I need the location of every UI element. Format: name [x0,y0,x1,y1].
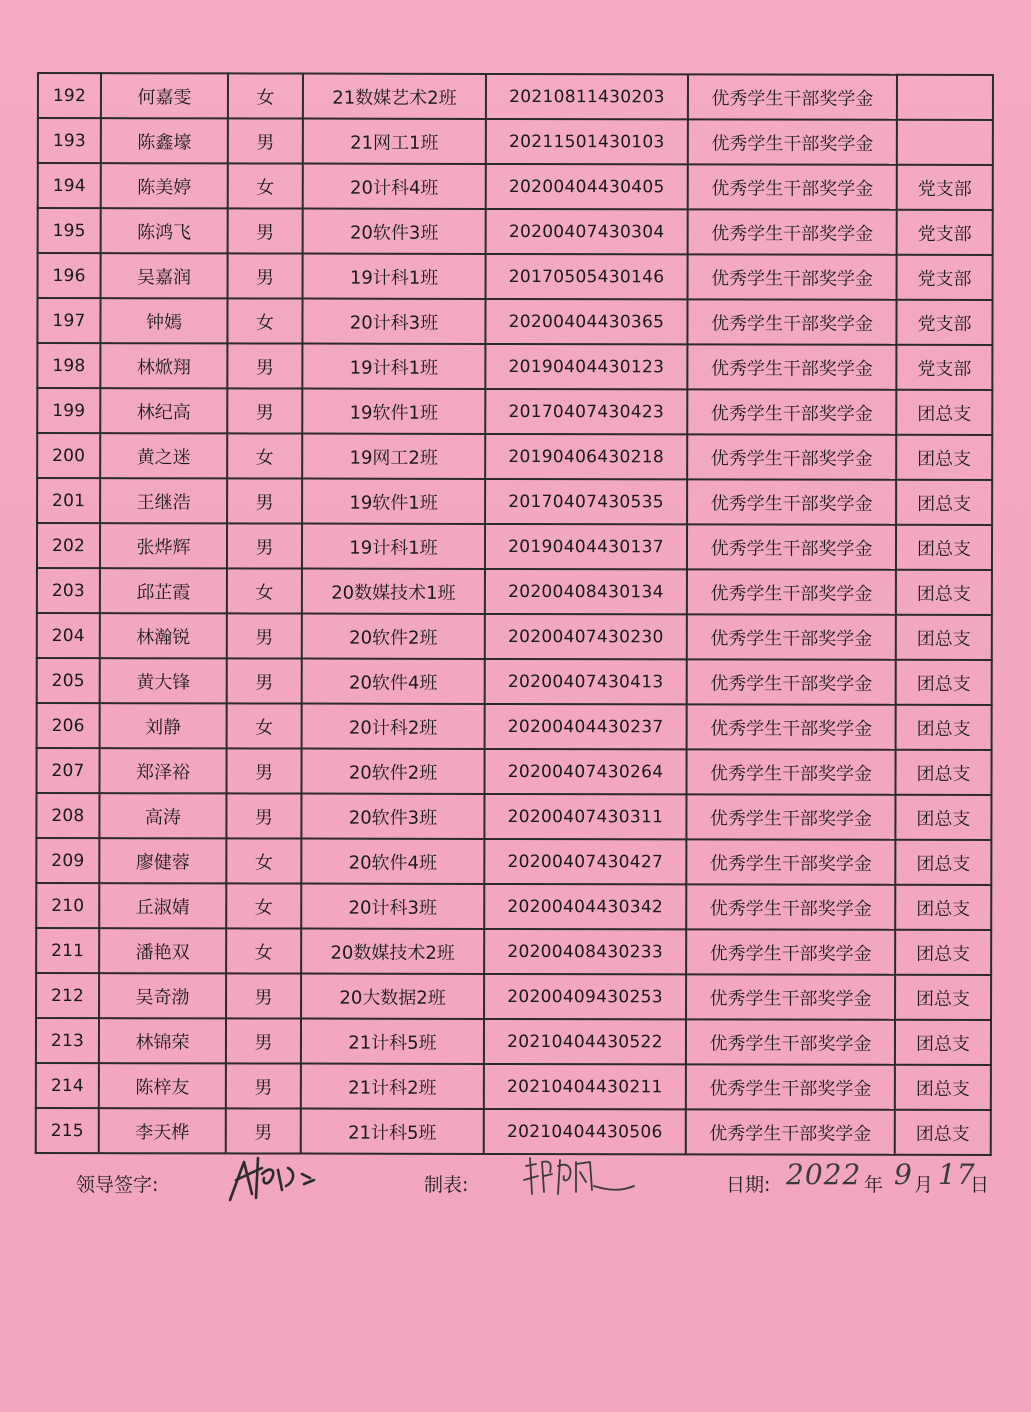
student-id-cell: 20200409430253 [484,974,686,1019]
table-row [37,703,992,750]
student-name-cell: 吴嘉润 [101,253,228,298]
recommending-dept-cell: 团总支 [895,885,991,930]
student-name-cell: 黄之迷 [100,433,227,478]
month-unit: 月 [914,1174,934,1196]
row-number-cell: 200 [37,433,100,478]
award-type-cell: 优秀学生干部奖学金 [687,614,896,659]
award-type-cell: 优秀学生干部奖学金 [687,434,896,479]
student-name-cell: 陈美婷 [101,163,228,208]
recommending-dept-cell: 党支部 [897,210,993,255]
row-number-cell: 195 [38,208,101,253]
row-number-cell: 203 [37,568,100,613]
student-gender-cell: 男 [227,343,302,388]
row-number-cell: 197 [37,298,100,343]
table-row [36,1063,991,1110]
award-type-cell: 优秀学生干部奖学金 [688,119,897,164]
date-day-handwritten: 17 [938,1158,976,1191]
table-row [36,838,991,885]
table-row [37,343,992,390]
award-type-cell: 优秀学生干部奖学金 [687,524,896,569]
student-gender-cell: 女 [228,163,303,208]
scholarship-roster-table [35,72,994,1156]
recommending-dept-cell: 团总支 [896,570,992,615]
student-gender-cell: 男 [228,208,303,253]
student-class-cell: 20软件2班 [301,749,484,794]
student-id-cell: 20170505430146 [486,254,688,299]
student-gender-cell: 男 [226,1018,301,1063]
student-name-cell: 王继浩 [100,478,227,523]
recommending-dept-cell: 团总支 [895,975,991,1020]
student-gender-cell: 男 [226,748,301,793]
row-number-cell: 211 [36,928,99,973]
recommending-dept-cell: 团总支 [895,930,991,975]
date-month-handwritten: 9 [894,1158,913,1191]
student-class-cell: 20软件3班 [301,794,484,839]
row-number-cell: 201 [37,478,100,523]
student-id-cell: 20211501430103 [486,119,688,164]
student-id-cell: 20200407430311 [484,794,686,839]
student-name-cell: 陈鑫壕 [101,118,228,163]
student-gender-cell: 男 [226,1063,301,1108]
roster-body [36,73,993,1155]
award-type-cell: 优秀学生干部奖学金 [686,839,895,884]
table-row [38,118,993,165]
leader-signature-mark [222,1150,322,1206]
table-row [37,433,992,480]
row-number-cell: 208 [36,793,99,838]
student-id-cell: 20210404430522 [484,1019,686,1064]
student-class-cell: 20软件3班 [303,209,486,254]
table-row [38,253,993,300]
recommending-dept-cell: 团总支 [895,840,991,885]
recommending-dept-cell: 团总支 [896,615,992,660]
student-id-cell: 20210404430211 [484,1064,686,1109]
table-row [36,973,991,1020]
student-class-cell: 19计科1班 [303,254,486,299]
row-number-cell: 214 [36,1063,99,1108]
award-type-cell: 优秀学生干部奖学金 [687,569,896,614]
student-class-cell: 20数媒技术1班 [302,569,485,614]
student-class-cell: 20计科3班 [302,299,485,344]
student-name-cell: 刘静 [100,703,227,748]
row-number-cell: 212 [36,973,99,1018]
table-row [37,523,992,570]
student-gender-cell: 男 [227,613,302,658]
row-number-cell: 202 [37,523,100,568]
recommending-dept-cell: 团总支 [895,1110,991,1155]
row-number-cell: 204 [37,613,100,658]
leader-signature-label: 领导签字: [76,1174,159,1196]
recommending-dept-cell: 党支部 [897,165,993,210]
student-gender-cell: 男 [226,1108,301,1153]
table-row [38,73,993,120]
recommending-dept-cell: 团总支 [896,660,992,705]
award-type-cell: 优秀学生干部奖学金 [686,884,895,929]
recommending-dept-cell: 团总支 [895,795,991,840]
row-number-cell: 207 [36,748,99,793]
student-class-cell: 19计科1班 [302,524,485,569]
date-label: 日期: [726,1174,771,1196]
award-type-cell: 优秀学生干部奖学金 [686,794,895,839]
student-class-cell: 19网工2班 [302,434,485,479]
student-id-cell: 20190404430137 [485,524,687,569]
student-gender-cell: 男 [226,973,301,1018]
student-id-cell: 20200407430230 [485,614,687,659]
row-number-cell: 194 [38,163,101,208]
award-type-cell: 优秀学生干部奖学金 [686,1109,895,1154]
student-class-cell: 20软件2班 [302,614,485,659]
award-type-cell: 优秀学生干部奖学金 [687,479,896,524]
signature-footer [0,1150,1031,1210]
award-type-cell: 优秀学生干部奖学金 [688,209,897,254]
student-class-cell: 19软件1班 [302,389,485,434]
award-type-cell: 优秀学生干部奖学金 [686,974,895,1019]
student-name-cell: 张烨辉 [100,523,227,568]
row-number-cell: 215 [36,1108,99,1153]
recommending-dept-cell: 团总支 [896,525,992,570]
recommending-dept-cell: 团总支 [895,750,991,795]
student-class-cell: 20数媒技术2班 [301,929,484,974]
recommending-dept-cell: 团总支 [895,1020,991,1065]
student-name-cell: 廖健蓉 [99,838,226,883]
award-type-cell: 优秀学生干部奖学金 [688,254,897,299]
award-type-cell: 优秀学生干部奖学金 [687,344,896,389]
student-gender-cell: 男 [227,478,302,523]
row-number-cell: 210 [36,883,99,928]
table-row [36,793,991,840]
student-id-cell: 20210404430506 [484,1109,686,1154]
student-gender-cell: 女 [228,73,303,118]
recommending-dept-cell: 团总支 [896,390,992,435]
student-gender-cell: 女 [227,298,302,343]
student-gender-cell: 男 [226,793,301,838]
student-name-cell: 何嘉雯 [101,73,228,118]
table-row [36,928,991,975]
award-type-cell: 优秀学生干部奖学金 [686,929,895,974]
student-name-cell: 林锦荣 [99,1018,226,1063]
student-id-cell: 20200407430427 [484,839,686,884]
student-class-cell: 20大数据2班 [301,974,484,1019]
student-name-cell: 丘淑婧 [99,883,226,928]
student-class-cell: 21计科5班 [301,1019,484,1064]
student-id-cell: 20200404430237 [485,704,687,749]
student-name-cell: 黄大锋 [100,658,227,703]
student-id-cell: 20200404430405 [486,164,688,209]
award-type-cell: 优秀学生干部奖学金 [686,1064,895,1109]
table-row [37,388,992,435]
recommending-dept-cell: 党支部 [896,345,992,390]
student-gender-cell: 女 [227,433,302,478]
student-gender-cell: 男 [227,658,302,703]
student-name-cell: 李天桦 [99,1108,226,1153]
student-gender-cell: 男 [227,388,302,433]
table-row [37,568,992,615]
table-row [37,298,992,345]
student-id-cell: 20200408430233 [484,929,686,974]
student-gender-cell: 男 [228,253,303,298]
student-name-cell: 邱芷霞 [100,568,227,613]
student-id-cell: 20210811430203 [486,74,688,119]
table-row [37,613,992,660]
student-name-cell: 林纪高 [100,388,227,433]
row-number-cell: 192 [38,73,101,118]
award-type-cell: 优秀学生干部奖学金 [688,164,897,209]
recommending-dept-cell: 团总支 [896,435,992,480]
student-id-cell: 20190404430123 [485,344,687,389]
student-id-cell: 20200407430413 [485,659,687,704]
recommending-dept-cell: 团总支 [895,1065,991,1110]
student-class-cell: 21计科2班 [301,1064,484,1109]
student-id-cell: 20200407430264 [484,749,686,794]
student-name-cell: 潘艳双 [99,928,226,973]
award-type-cell: 优秀学生干部奖学金 [686,749,895,794]
student-id-cell: 20190406430218 [485,434,687,479]
student-id-cell: 20170407430423 [485,389,687,434]
student-name-cell: 吴奇渤 [99,973,226,1018]
recommending-dept-cell [897,120,993,165]
student-gender-cell: 女 [227,568,302,613]
row-number-cell: 199 [37,388,100,433]
recommending-dept-cell: 党支部 [896,300,992,345]
student-class-cell: 20计科2班 [302,704,485,749]
table-row [36,1018,991,1065]
award-type-cell: 优秀学生干部奖学金 [687,704,896,749]
student-class-cell: 19软件1班 [302,479,485,524]
student-gender-cell: 女 [227,703,302,748]
student-class-cell: 20计科3班 [301,884,484,929]
table-row [38,163,993,210]
award-type-cell: 优秀学生干部奖学金 [688,74,897,119]
award-type-cell: 优秀学生干部奖学金 [686,1019,895,1064]
student-id-cell: 20200404430365 [485,299,687,344]
recommending-dept-cell: 团总支 [896,705,992,750]
student-class-cell: 21网工1班 [303,119,486,164]
student-class-cell: 21数媒艺术2班 [303,74,486,119]
student-name-cell: 陈梓友 [99,1063,226,1108]
student-id-cell: 20170407430535 [485,479,687,524]
student-id-cell: 20200408430134 [485,569,687,614]
table-row [37,658,992,705]
table-row [36,1108,991,1155]
table-row [38,208,993,255]
row-number-cell: 193 [38,118,101,163]
recommending-dept-cell [897,75,993,120]
student-name-cell: 高涛 [99,793,226,838]
row-number-cell: 213 [36,1018,99,1063]
student-class-cell: 21计科5班 [301,1109,484,1154]
student-name-cell: 林焮翔 [100,343,227,388]
day-unit: 日 [970,1174,990,1196]
year-unit: 年 [864,1174,884,1196]
date-year-handwritten: 2022 [786,1158,862,1191]
student-class-cell: 19计科1班 [302,344,485,389]
table-maker-label: 制表: [424,1174,469,1196]
row-number-cell: 196 [38,253,101,298]
student-id-cell: 20200407430304 [486,209,688,254]
recommending-dept-cell: 团总支 [896,480,992,525]
table-row [36,883,991,930]
student-class-cell: 20软件4班 [302,659,485,704]
student-class-cell: 20计科4班 [303,164,486,209]
student-name-cell: 郑泽裕 [99,748,226,793]
recommending-dept-cell: 党支部 [897,255,993,300]
student-gender-cell: 女 [226,883,301,928]
row-number-cell: 206 [37,703,100,748]
table-maker-signature-mark [520,1152,640,1202]
award-type-cell: 优秀学生干部奖学金 [687,299,896,344]
row-number-cell: 209 [36,838,99,883]
award-type-cell: 优秀学生干部奖学金 [687,659,896,704]
row-number-cell: 205 [37,658,100,703]
student-class-cell: 20软件4班 [301,839,484,884]
student-name-cell: 林瀚锐 [100,613,227,658]
student-name-cell: 陈鸿飞 [101,208,228,253]
table-row [37,478,992,525]
award-type-cell: 优秀学生干部奖学金 [687,389,896,434]
student-gender-cell: 女 [226,838,301,883]
student-gender-cell: 男 [228,118,303,163]
student-id-cell: 20200404430342 [484,884,686,929]
table-row [36,748,991,795]
student-gender-cell: 男 [227,523,302,568]
student-name-cell: 钟嫣 [100,298,227,343]
row-number-cell: 198 [37,343,100,388]
student-gender-cell: 女 [226,928,301,973]
